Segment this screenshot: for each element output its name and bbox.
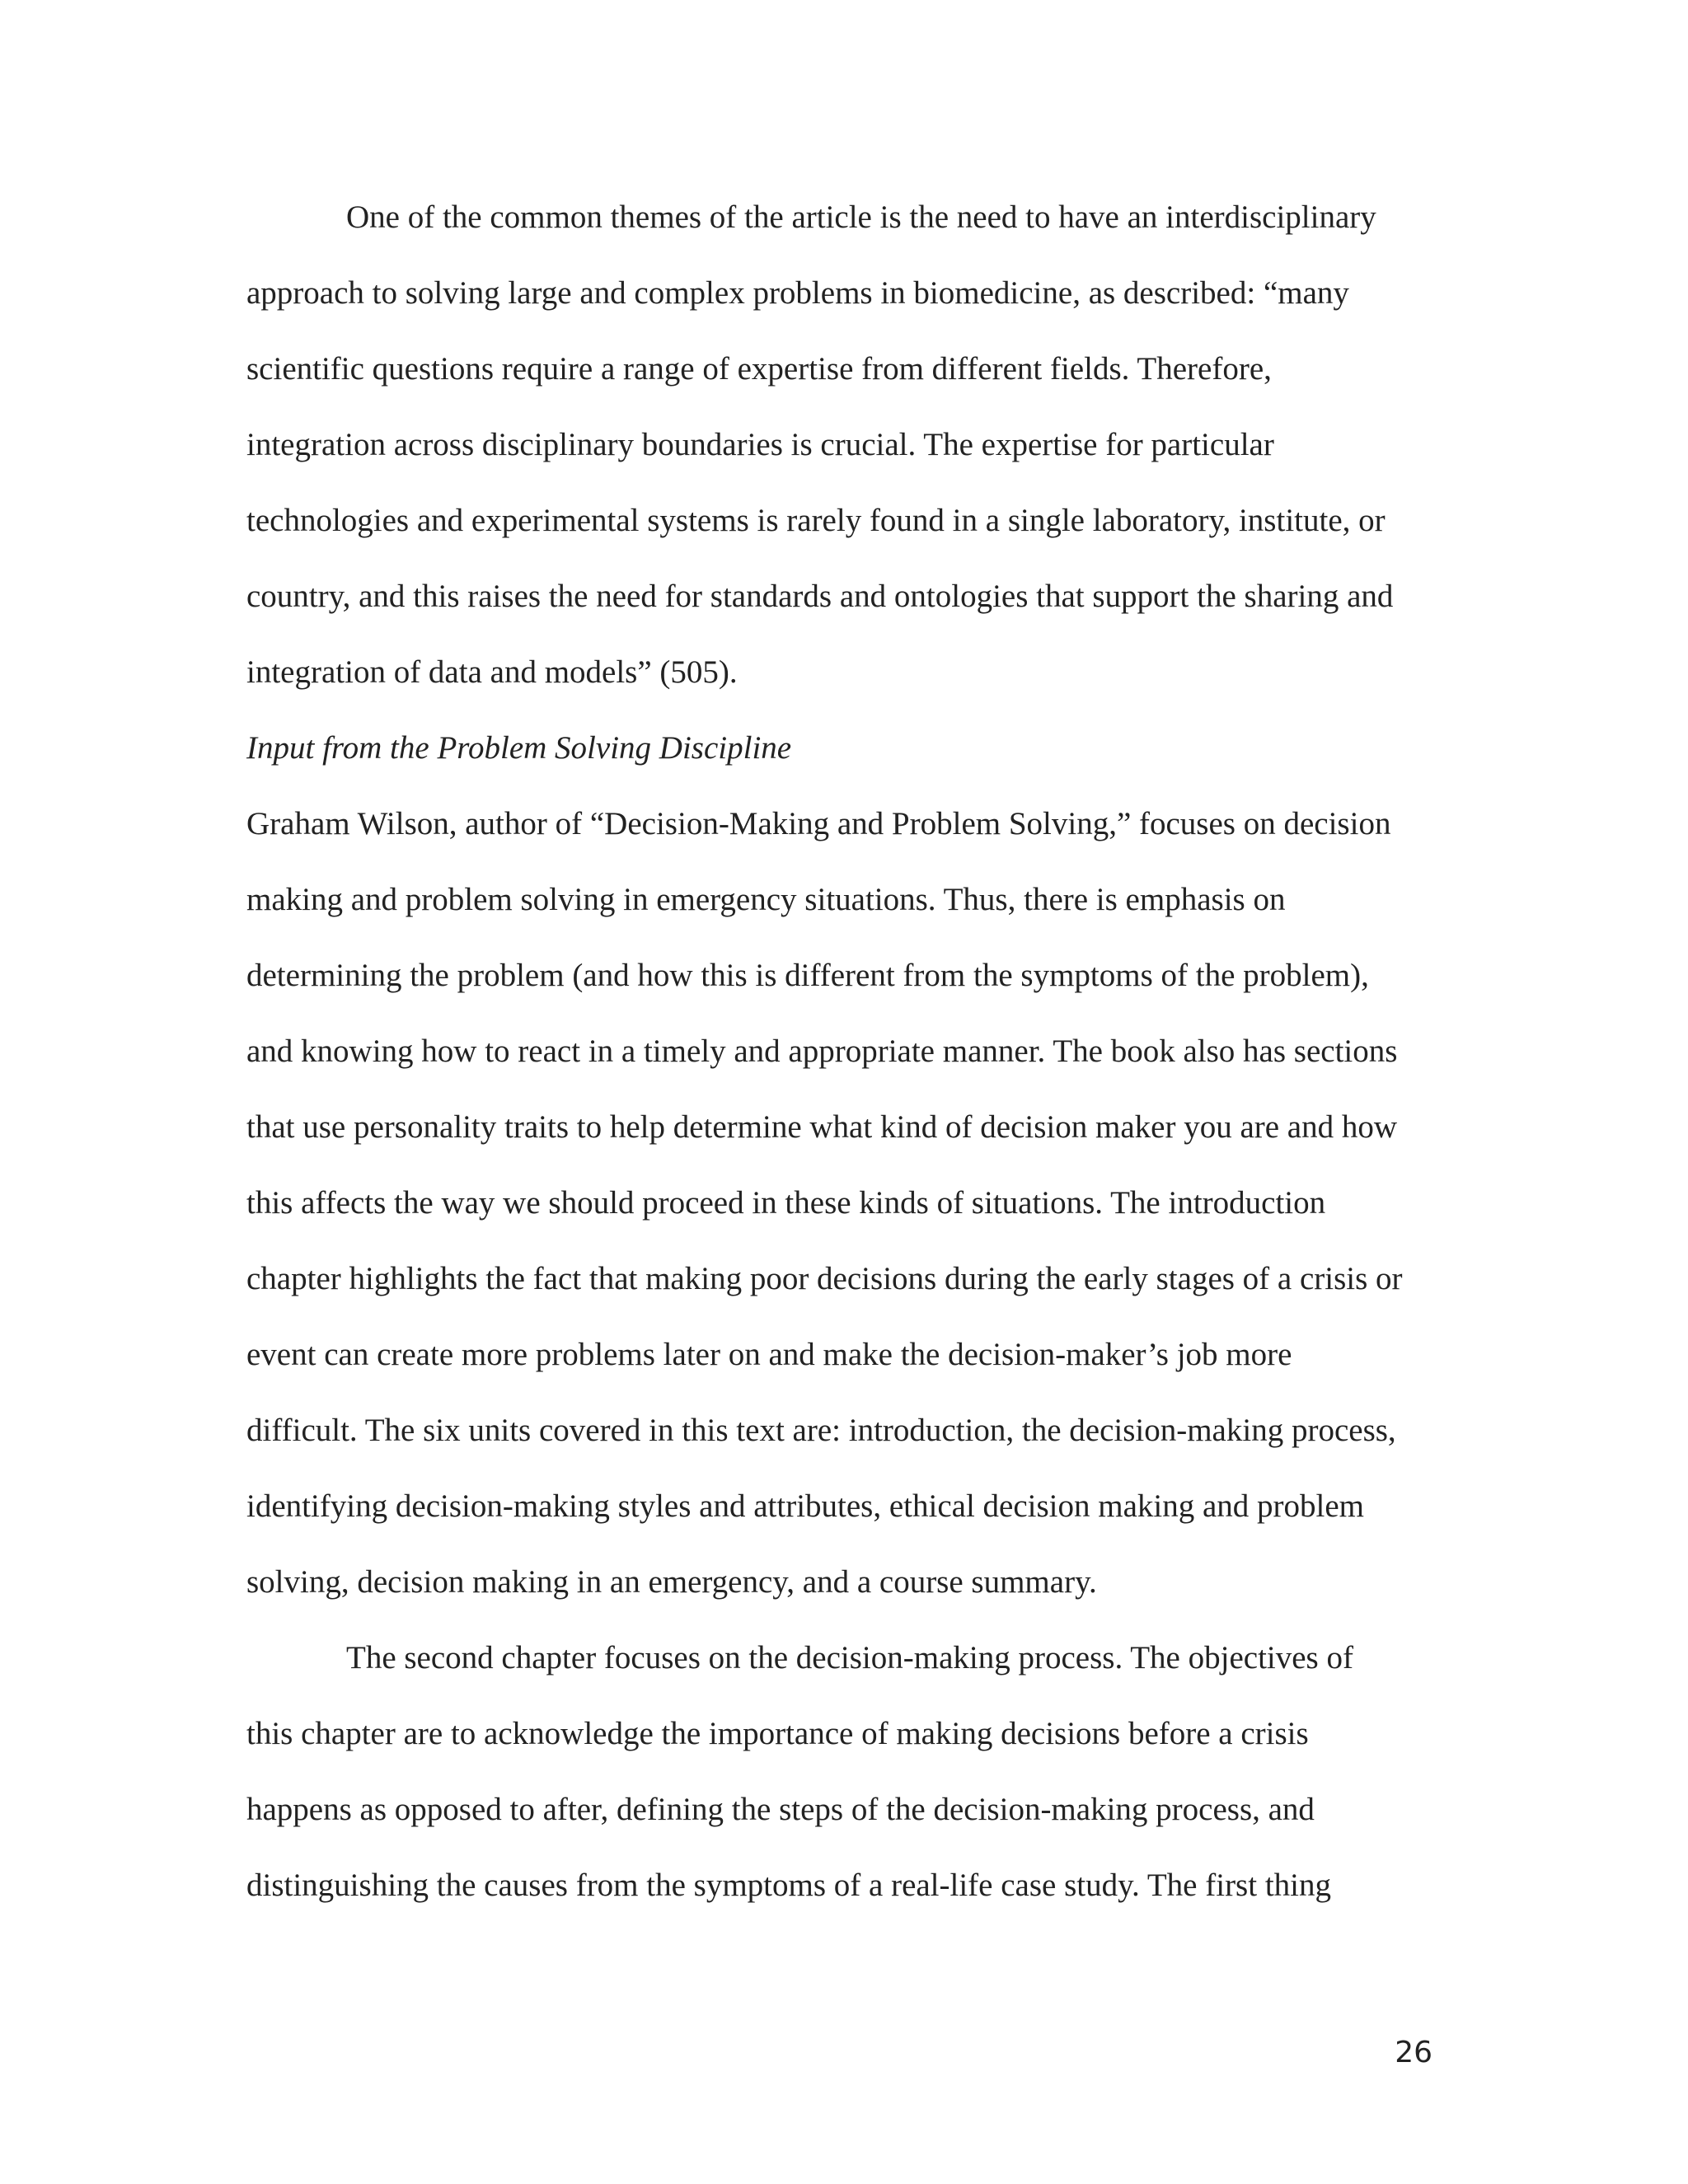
paragraph-line: Graham Wilson, author of “Decision-Making and Problem Solving,” focuses on decision bbox=[246, 806, 1391, 841]
page-body bbox=[246, 191, 1458, 1935]
paragraph-line: this chapter are to acknowledge the importance of making decisions before a crisis bbox=[246, 1716, 1309, 1751]
paragraph-line: this affects the way we should proceed in these kinds of situations. The introduction bbox=[246, 1185, 1326, 1221]
paragraph-line: difficult. The six units covered in this text are: introduction, the decision-making process, bbox=[246, 1413, 1396, 1448]
paragraph-line: integration of data and models” (505). bbox=[246, 654, 738, 690]
paragraph-line: chapter highlights the fact that making poor decisions during the early stages of a crisis or bbox=[246, 1261, 1403, 1296]
paragraph-line: approach to solving large and complex problems in biomedicine, as described: “many bbox=[246, 275, 1349, 311]
paragraph-line: determining the problem (and how this is different from the symptoms of the problem), bbox=[246, 958, 1369, 993]
page-number: 26 bbox=[1395, 2036, 1432, 2069]
paragraph-line: One of the common themes of the article is the need to have an interdisciplinary bbox=[346, 199, 1376, 235]
paragraph-line: event can create more problems later on and make the decision-maker’s job more bbox=[246, 1337, 1292, 1372]
section-heading: Input from the Problem Solving Discipline bbox=[246, 730, 792, 766]
paragraph-line: identifying decision-making styles and attributes, ethical decision making and problem bbox=[246, 1488, 1365, 1524]
paragraph-line: country, and this raises the need for standards and ontologies that support the sharing and bbox=[246, 579, 1394, 614]
paragraph-line: technologies and experimental systems is rarely found in a single laboratory, institute, or bbox=[246, 503, 1386, 538]
paragraph-line: The second chapter focuses on the decision-making process. The objectives of bbox=[346, 1640, 1353, 1675]
paragraph-line: scientific questions require a range of expertise from different fields. Therefore, bbox=[246, 351, 1272, 387]
paragraph-line: making and problem solving in emergency situations. Thus, there is emphasis on bbox=[246, 882, 1286, 917]
paragraph-line: distinguishing the causes from the symptoms of a real-life case study. The first thing bbox=[246, 1868, 1331, 1903]
paragraph-line: and knowing how to react in a timely and appropriate manner. The book also has sections bbox=[246, 1033, 1398, 1069]
paragraph-line: happens as opposed to after, defining the steps of the decision-making process, and bbox=[246, 1792, 1315, 1827]
paragraph-line: solving, decision making in an emergency, and a course summary. bbox=[246, 1564, 1097, 1600]
paragraph-line: that use personality traits to help determine what kind of decision maker you are and how bbox=[246, 1109, 1398, 1145]
paragraph-line: integration across disciplinary boundaries is crucial. The expertise for particular bbox=[246, 427, 1274, 462]
